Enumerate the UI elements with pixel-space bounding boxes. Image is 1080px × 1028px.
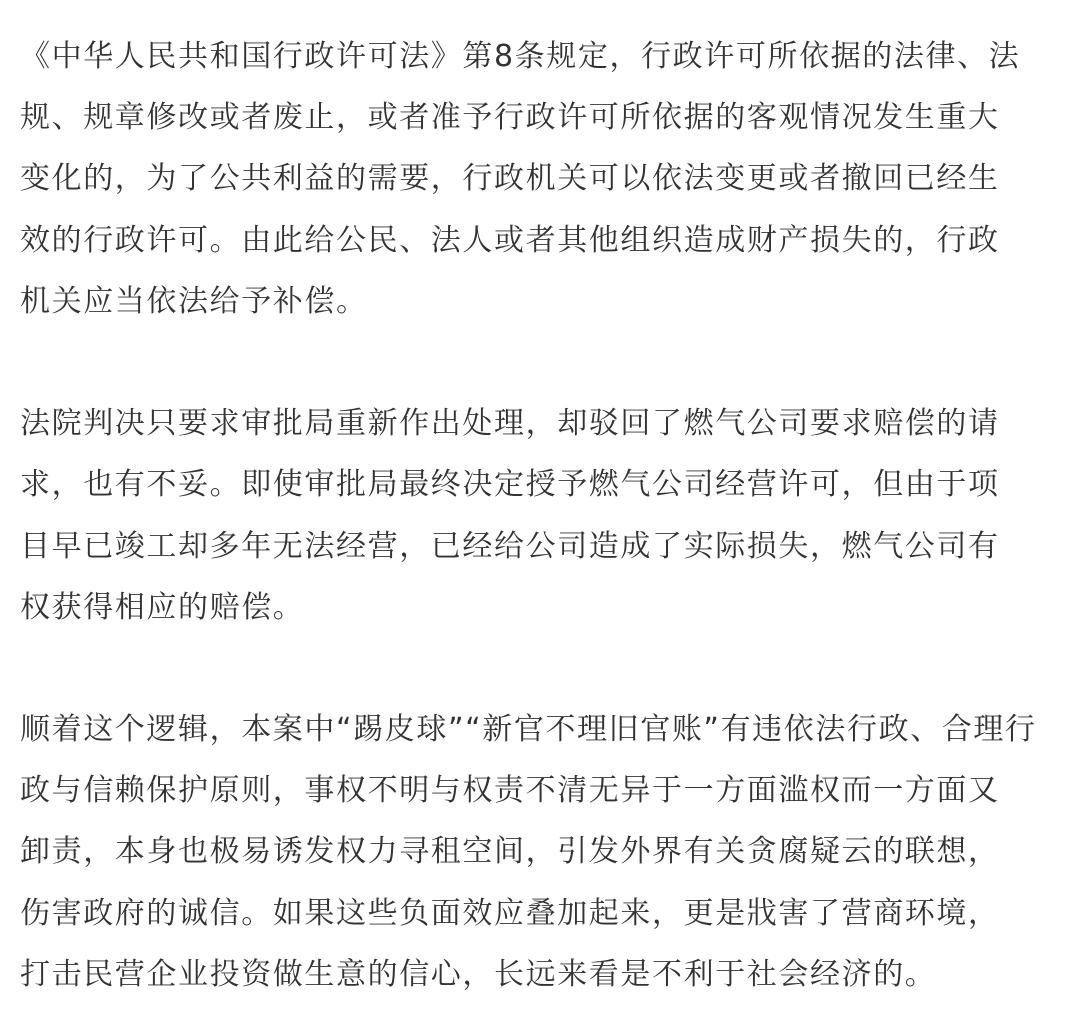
text-line: 《中华人民共和国行政许可法》第8条规定，行政许可所依据的法律、法 (20, 39, 1021, 74)
text-line: 伤害政府的诚信。如果这些负面效应叠加起来，更是戕害了营商环境， (20, 895, 1000, 931)
text-line: 效的行政许可。由此给公民、法人或者其他组织造成财产损失的，行政 (20, 222, 1000, 258)
text-line: 法院判决只要求审批局重新作出处理，却驳回了燃气公司要求赔偿的请 (20, 406, 1000, 442)
paragraph-administrative-license-law (20, 26, 1064, 332)
text-line: 求，也有不妥。即使审批局最终决定授予燃气公司经营许可，但由于项 (20, 467, 1000, 503)
text-line: 打击民营企业投资做生意的信心，长远来看是不利于社会经济的。 (20, 956, 937, 992)
text-line: 目早已竣工却多年无法经营，已经给公司造成了实际损失，燃气公司有 (20, 528, 1000, 564)
text-line: 权获得相应的赔偿。 (20, 589, 305, 625)
text-line: 卸责，本身也极易诱发权力寻租空间，引发外界有关贪腐疑云的联想， (20, 834, 1000, 870)
article-body (20, 26, 1064, 1005)
text-line: 变化的，为了公共利益的需要，行政机关可以依法变更或者撤回已经生 (20, 161, 1000, 197)
text-line: 顺着这个逻辑，本案中“踢皮球”“新官不理旧官账”有违依法行政、合理行 (20, 712, 1037, 748)
text-line: 机关应当依法给予补偿。 (20, 283, 368, 319)
paragraph-conclusion (20, 699, 1064, 1005)
text-line: 规、规章修改或者废止，或者准予行政许可所依据的客观情况发生重大 (20, 100, 1000, 136)
text-line: 政与信赖保护原则，事权不明与权责不清无异于一方面滥权而一方面又 (20, 773, 1000, 809)
paragraph-court-judgment (20, 393, 1064, 638)
